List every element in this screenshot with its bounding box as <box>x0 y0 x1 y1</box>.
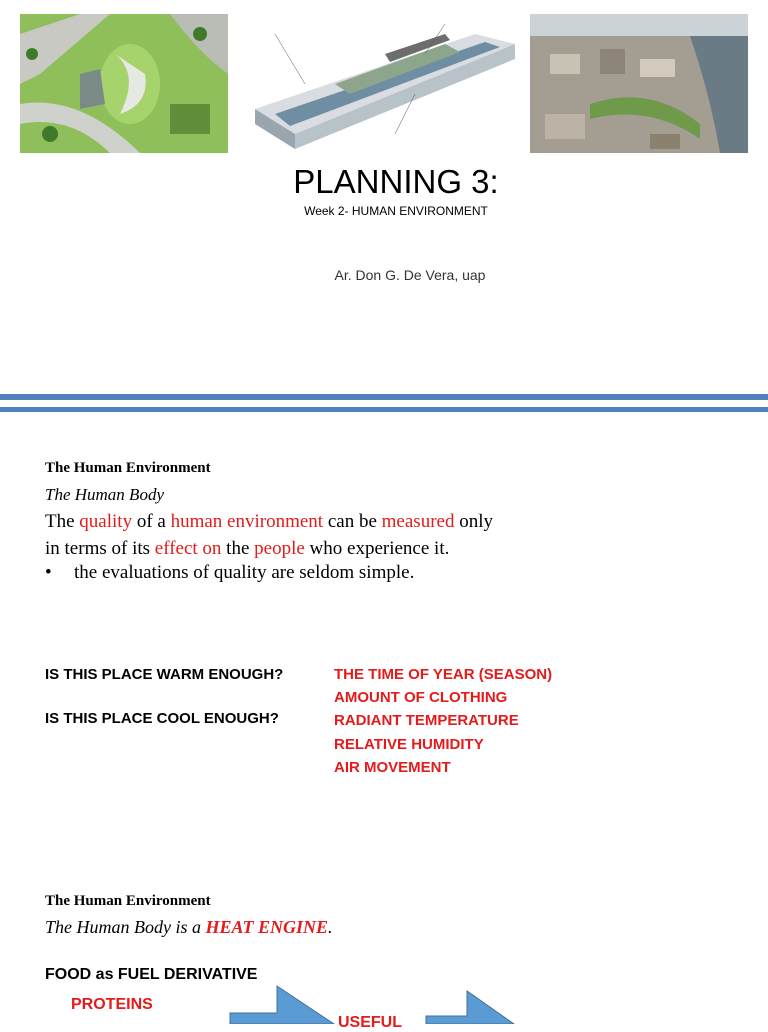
factor-relative-humidity: RELATIVE HUMIDITY <box>334 736 484 753</box>
bullet-symbol: • <box>45 562 52 583</box>
site-plan-image <box>20 14 228 153</box>
heat-engine-line <box>45 917 333 938</box>
slide-subtitle: Week 2- HUMAN ENVIRONMENT <box>304 204 488 218</box>
heat-engine-suffix: . <box>328 917 333 937</box>
text-fragment: The <box>45 511 75 532</box>
factor-clothing: AMOUNT OF CLOTHING <box>334 689 508 706</box>
author-name: Ar. Don G. De Vera, uap <box>334 267 486 283</box>
body-paragraph <box>45 508 605 562</box>
useful-label: USEFUL <box>338 1014 402 1031</box>
section-heading-2: The Human Environment <box>45 893 211 909</box>
question-cool: IS THIS PLACE COOL ENOUGH? <box>45 710 279 727</box>
text-fragment: the <box>226 538 250 559</box>
highlight-measured: measured <box>381 511 455 532</box>
text-fragment: of a <box>136 511 166 532</box>
city-aerial-image <box>530 14 748 153</box>
text-fragment: in terms of its <box>45 538 151 559</box>
question-warm: IS THIS PLACE WARM ENOUGH? <box>45 666 284 683</box>
text-fragment: only <box>459 511 493 532</box>
slide-divider-top <box>0 394 768 400</box>
highlight-effect-on: effect on <box>154 538 222 559</box>
section-subheading: The Human Body <box>45 485 164 504</box>
text-fragment: who experience it. <box>309 538 450 559</box>
factor-radiant-temperature: RADIANT TEMPERATURE <box>334 712 519 729</box>
proteins-label: PROTEINS <box>71 996 153 1013</box>
highlight-human-environment: human environment <box>170 511 324 532</box>
food-fuel-label: FOOD as FUEL DERIVATIVE <box>45 966 258 983</box>
bullet-text: the evaluations of quality are seldom simple. <box>74 562 415 583</box>
highlight-quality: quality <box>79 511 133 532</box>
heat-engine-highlight: HEAT ENGINE <box>205 917 329 937</box>
slide-divider-bottom <box>0 407 768 412</box>
factor-season: THE TIME OF YEAR (SEASON) <box>334 666 553 683</box>
arrow-right-icon <box>425 990 515 1024</box>
section-heading: The Human Environment <box>45 460 211 476</box>
waterfront-section-diagram <box>245 14 522 153</box>
factor-air-movement: AIR MOVEMENT <box>334 759 451 776</box>
text-fragment: can be <box>327 511 377 532</box>
arrow-right-icon <box>229 985 335 1024</box>
slide-title: PLANNING 3: <box>293 163 499 200</box>
heat-engine-prefix: The Human Body is a <box>45 917 201 937</box>
highlight-people: people <box>254 538 305 559</box>
